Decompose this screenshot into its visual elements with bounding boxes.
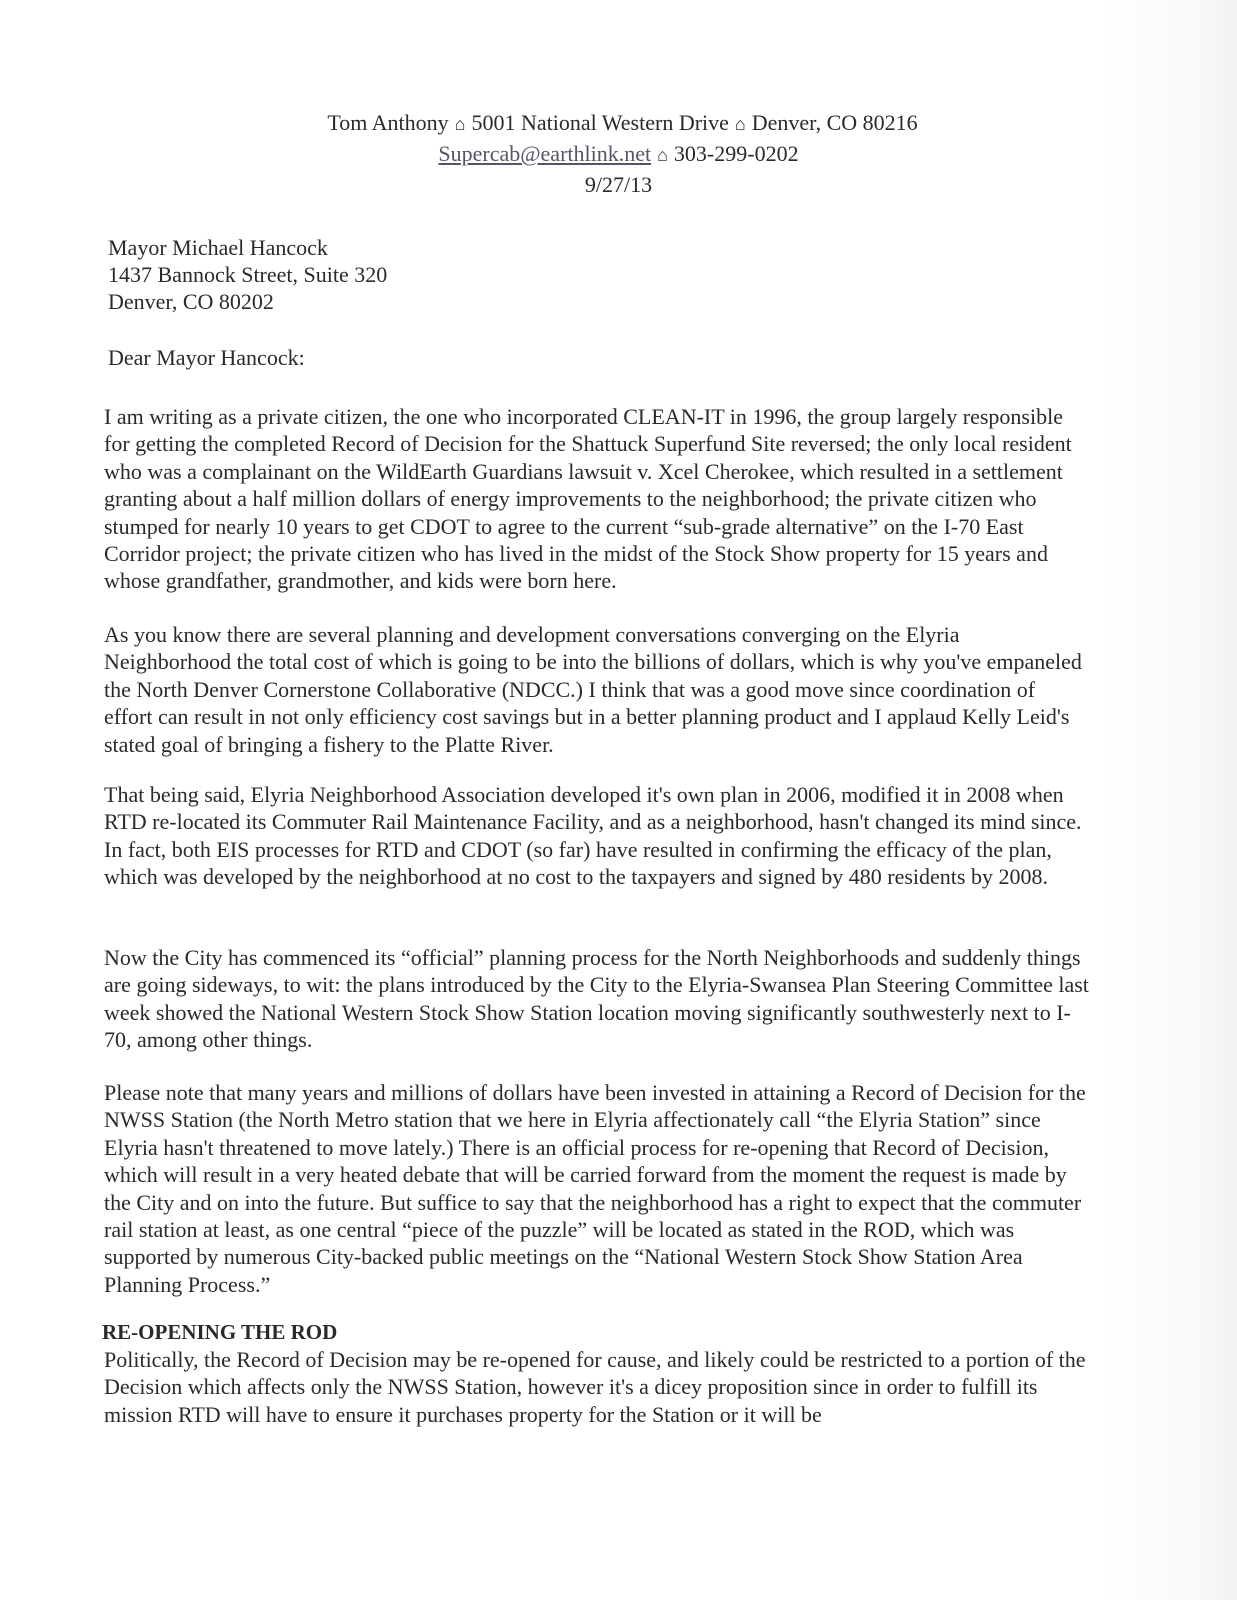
salutation: Dear Mayor Hancock:: [108, 345, 305, 370]
body-paragraph: That being said, Elyria Neighborhood Association developed it's own plan in 2006, modified it in 2008 when RTD re-located its Commuter Rail Maintenance Facility, and as a neighborhood, hasn't changed its mind since. In fact, both EIS processes for RTD and CDOT (so far) have resulted in confirming the efficacy of the plan, which was developed by the neighborhood at no cost to the taxpayers and signed by 480 residents by 2008.: [104, 782, 1082, 890]
body-paragraph: Please note that many years and millions of dollars have been invested in attaining a Record of Decision for the NWSS Station (the North Metro station that we here in Elyria affectionately call “the Elyria Station” since Elyria hasn't threatened to move lately.) There is an official process for re-opening that Record of Decision, which will result in a very heated debate that will be carried forward from the moment the request is made by the City and on into the future. But suffice to say that the neighborhood has a right to expect that the commuter rail station at least, as one central “piece of the puzzle” will be located as stated in the ROD, which was supported by numerous City-backed public meetings on the “National Western Stock Show Station Area Planning Process.”: [104, 1080, 1086, 1297]
letterhead: [0, 108, 1237, 200]
section-heading: RE-OPENING THE ROD: [102, 1320, 338, 1344]
body-paragraph: Now the City has commenced its “official” planning process for the North Neighborhoods and suddenly things are going sideways, to wit: the plans introduced by the City to the Elyria-Swansea Plan Steering Committee last week showed the National Western Stock Show Station location moving significantly southwesterly next to I-70, among other things.: [104, 945, 1089, 1053]
letter-date: 9/27/13: [584, 172, 653, 197]
letterhead-line-address: [0, 108, 1237, 139]
recipient-name: Mayor Michael Hancock: [108, 235, 328, 260]
sender-phone: 303-299-0202: [673, 141, 799, 166]
letterhead-line-contact: [0, 139, 1237, 170]
house-icon: ⌂: [454, 114, 466, 134]
house-icon: ⌂: [734, 114, 746, 134]
recipient-address-block: [108, 234, 387, 315]
sender-name: Tom Anthony: [327, 110, 449, 135]
body-paragraph: I am writing as a private citizen, the one who incorporated CLEAN-IT in 1996, the group largely responsible for getting the completed Record of Decision for the Shattuck Superfund Site reversed; the only local resident who was a complainant on the WildEarth Guardians lawsuit v. Xcel Cherokee, which resulted in a settlement granting about a half million dollars of energy improvements to the neighborhood; the private citizen who stumped for nearly 10 years to get CDOT to agree to the current “sub-grade alternative” on the I-70 East Corridor project; the private citizen who has lived in the midst of the Stock Show property for 15 years and whose grandfather, grandmother, and kids were born here.: [104, 404, 1072, 594]
house-icon: ⌂: [657, 145, 668, 165]
sender-city: Denver, CO 80216: [751, 110, 918, 135]
body-paragraph: As you know there are several planning and development conversations converging on the Elyria Neighborhood the total cost of which is going to be into the billions of dollars, which is why you've empaneled the North Denver Cornerstone Collaborative (NDCC.) I think that was a good move since coordination of effort can result in not only efficiency cost savings but in a better planning product and I applaud Kelly Leid's stated goal of bringing a fishery to the Platte River.: [104, 622, 1082, 757]
sender-street: 5001 National Western Drive: [471, 110, 729, 135]
sender-email-link[interactable]: Supercab@earthlink.net: [438, 141, 652, 166]
scan-edge-shading: [1097, 0, 1237, 1600]
recipient-city: Denver, CO 80202: [108, 289, 274, 314]
recipient-street: 1437 Bannock Street, Suite 320: [108, 262, 388, 287]
section-paragraph: Politically, the Record of Decision may be re-opened for cause, and likely could be restricted to a portion of the Decision which affects only the NWSS Station, however it's a dicey proposition since in order to fulfill its mission RTD will have to ensure it purchases property for the Station or it will be: [104, 1347, 1086, 1427]
